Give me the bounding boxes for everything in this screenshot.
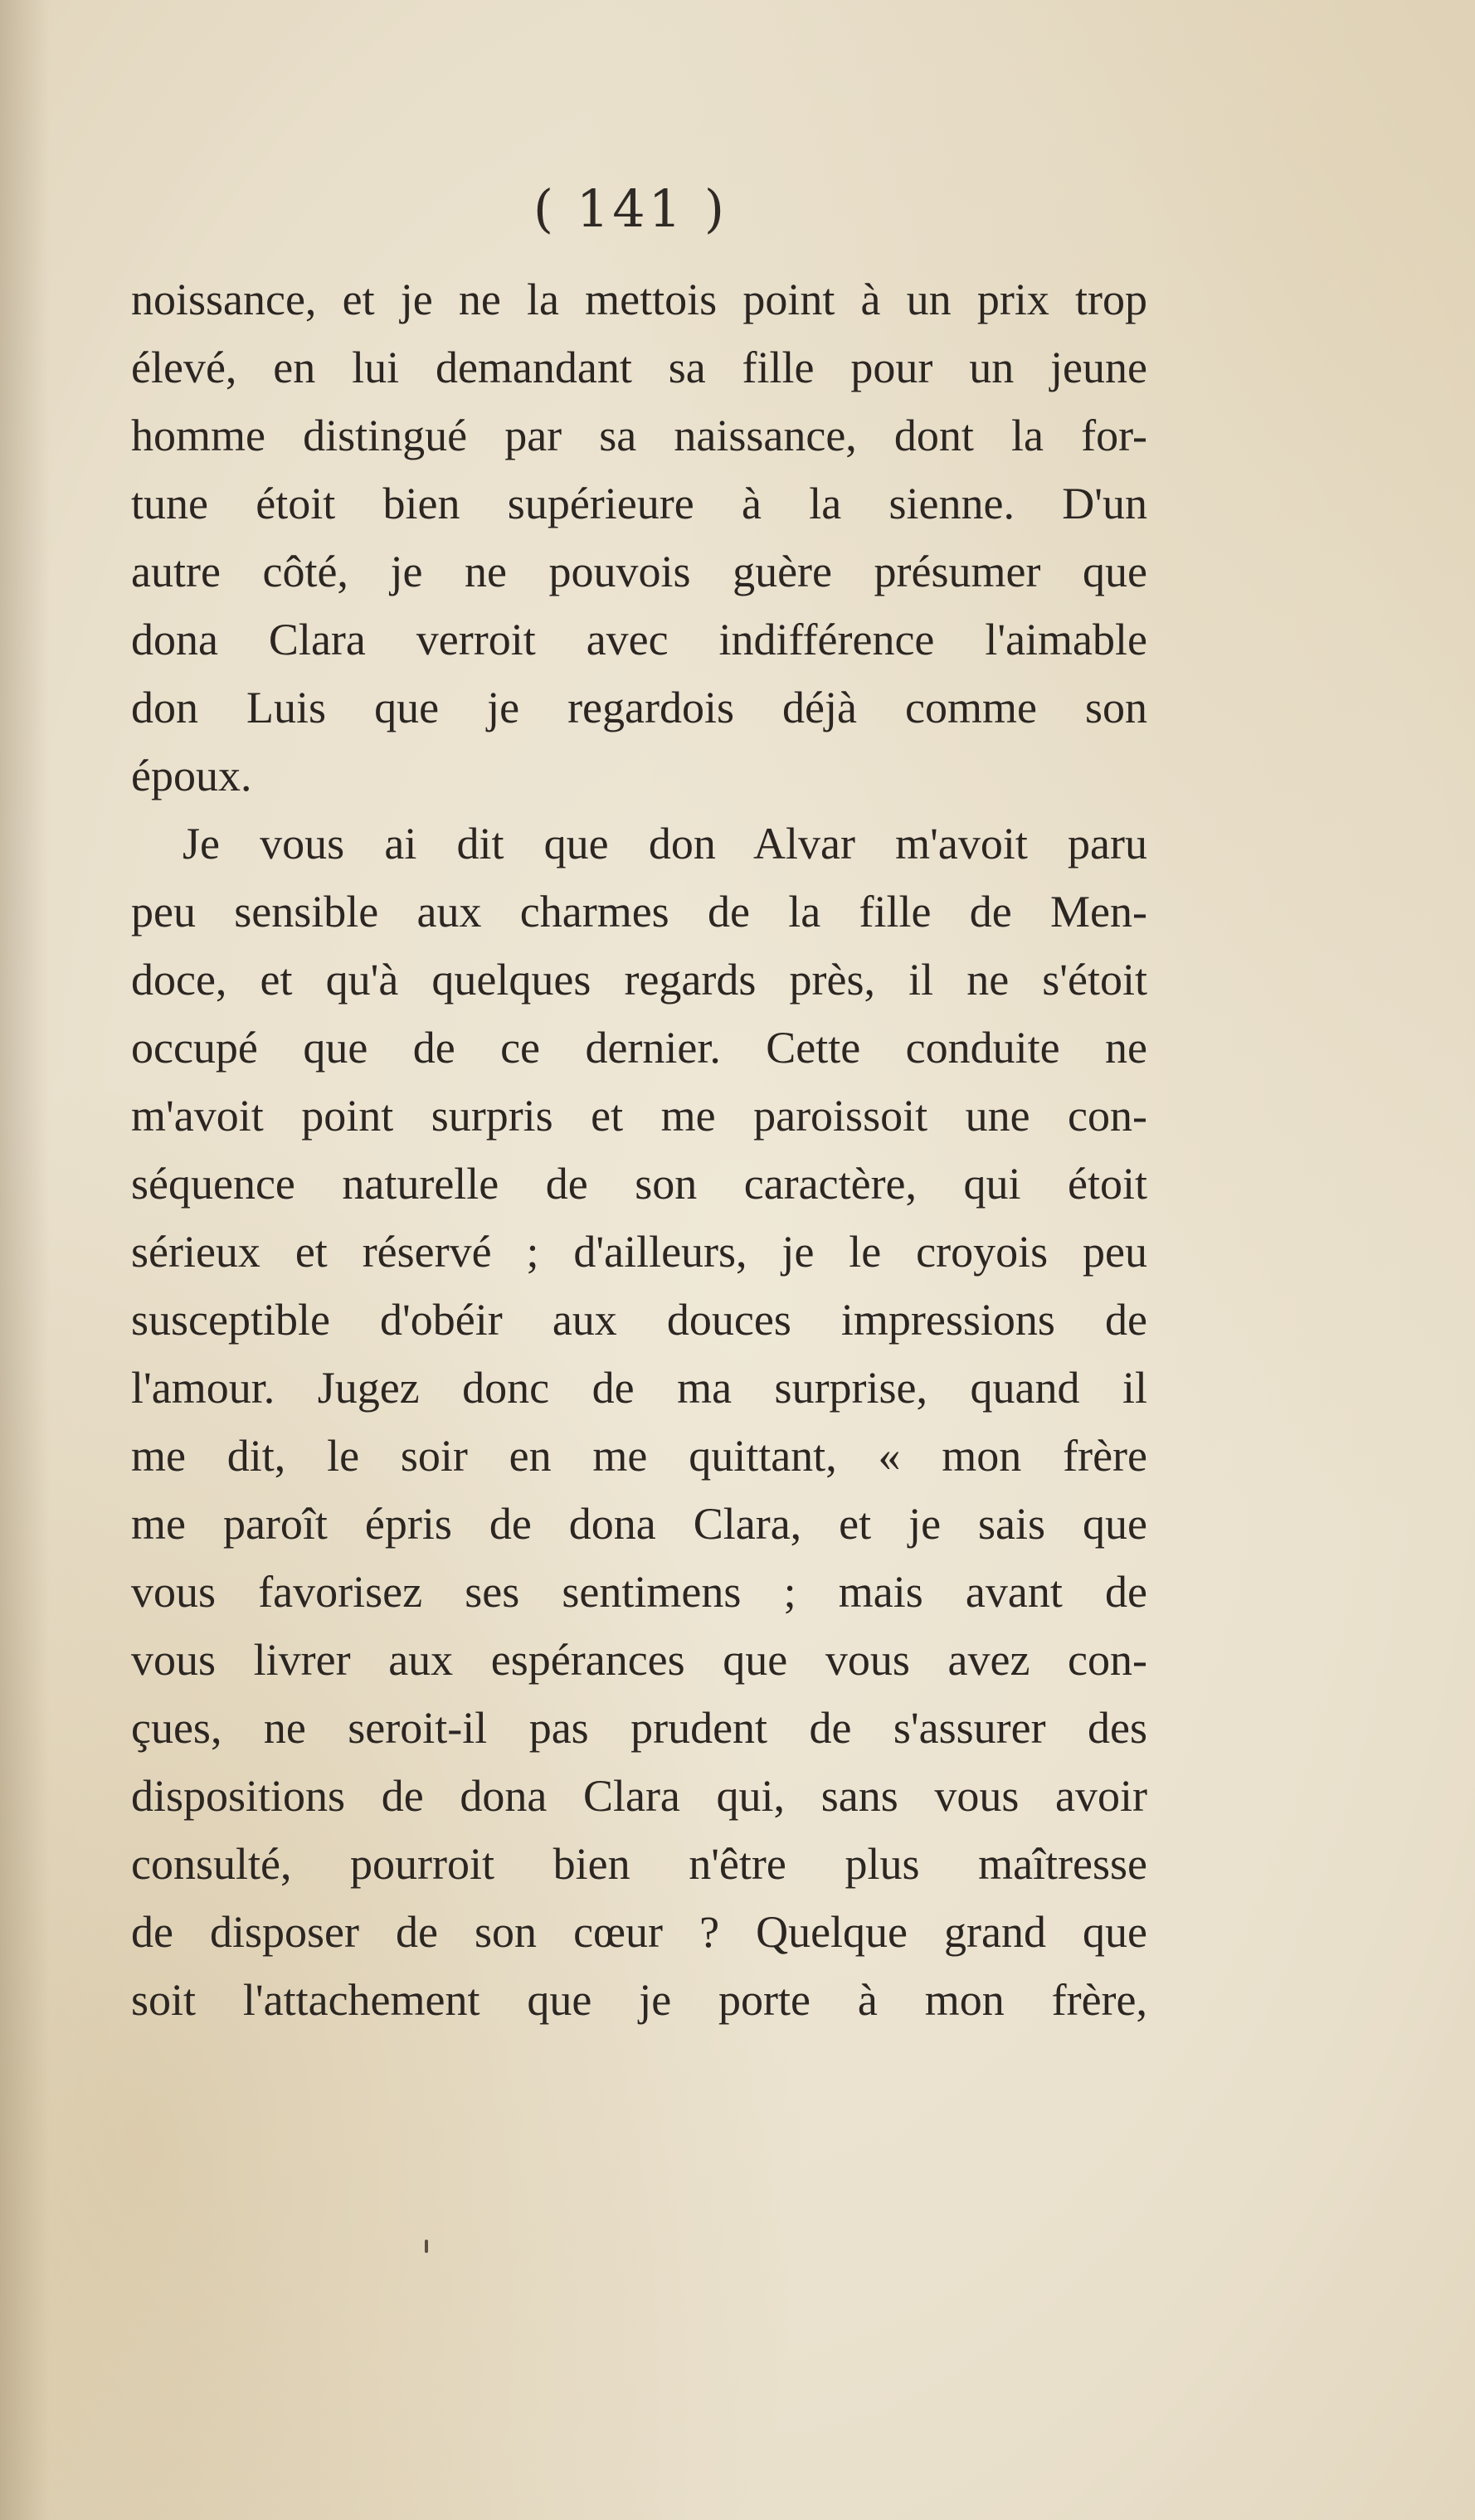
text-line: me paroît épris de dona Clara, et je sais que (131, 1499, 1147, 1549)
text-line: m'avoit point surpris et me paroissoit une con- (131, 1091, 1147, 1141)
text-line: de disposer de son cœur ? Quelque grand que (131, 1907, 1147, 1957)
text-line: vous favorisez ses sentimens ; mais avant de (131, 1567, 1147, 1617)
text-line: doce, et qu'à quelques regards près, il ne s'étoit (131, 955, 1147, 1005)
text-line: homme distingué par sa naissance, dont la for- (131, 411, 1147, 460)
text-line: sérieux et réservé ; d'ailleurs, je le croyois peu (131, 1227, 1147, 1277)
body-text (131, 265, 1147, 2034)
text-line: dispositions de dona Clara qui, sans vous avoir (131, 1771, 1147, 1821)
text-line: tune étoit bien supérieure à la sienne. D'un (131, 479, 1147, 528)
text-line: Je vous ai dit que don Alvar m'avoit paru (183, 819, 1147, 868)
text-line: don Luis que je regardois déjà comme son (131, 683, 1147, 732)
text-line: susceptible d'obéir aux douces impressions de (131, 1295, 1147, 1345)
text-line: consulté, pourroit bien n'être plus maîtresse (131, 1839, 1147, 1889)
ink-speck (425, 2240, 428, 2253)
page-number: ( 141 ) (533, 178, 728, 239)
text-line: autre côté, je ne pouvois guère présumer que (131, 547, 1147, 596)
text-line: dona Clara verroit avec indifférence l'aimable (131, 615, 1147, 664)
text-line: noissance, et je ne la mettois point à un prix trop (131, 275, 1147, 324)
text-line: peu sensible aux charmes de la fille de Men- (131, 887, 1147, 936)
page-gutter-shadow (0, 0, 50, 2520)
text-line: séquence naturelle de son caractère, qui étoit (131, 1159, 1147, 1209)
text-line: élevé, en lui demandant sa fille pour un jeune (131, 343, 1147, 392)
text-line: l'amour. Jugez donc de ma surprise, quand il (131, 1363, 1147, 1413)
text-line: me dit, le soir en me quittant, « mon frère (131, 1431, 1147, 1481)
text-line: occupé que de ce dernier. Cette conduite ne (131, 1023, 1147, 1073)
text-line: époux. (131, 751, 252, 800)
text-line: vous livrer aux espérances que vous avez con- (131, 1635, 1147, 1685)
text-line: soit l'attachement que je porte à mon frère, (131, 1975, 1147, 2025)
text-line: çues, ne seroit-il pas prudent de s'assurer des (131, 1703, 1147, 1753)
